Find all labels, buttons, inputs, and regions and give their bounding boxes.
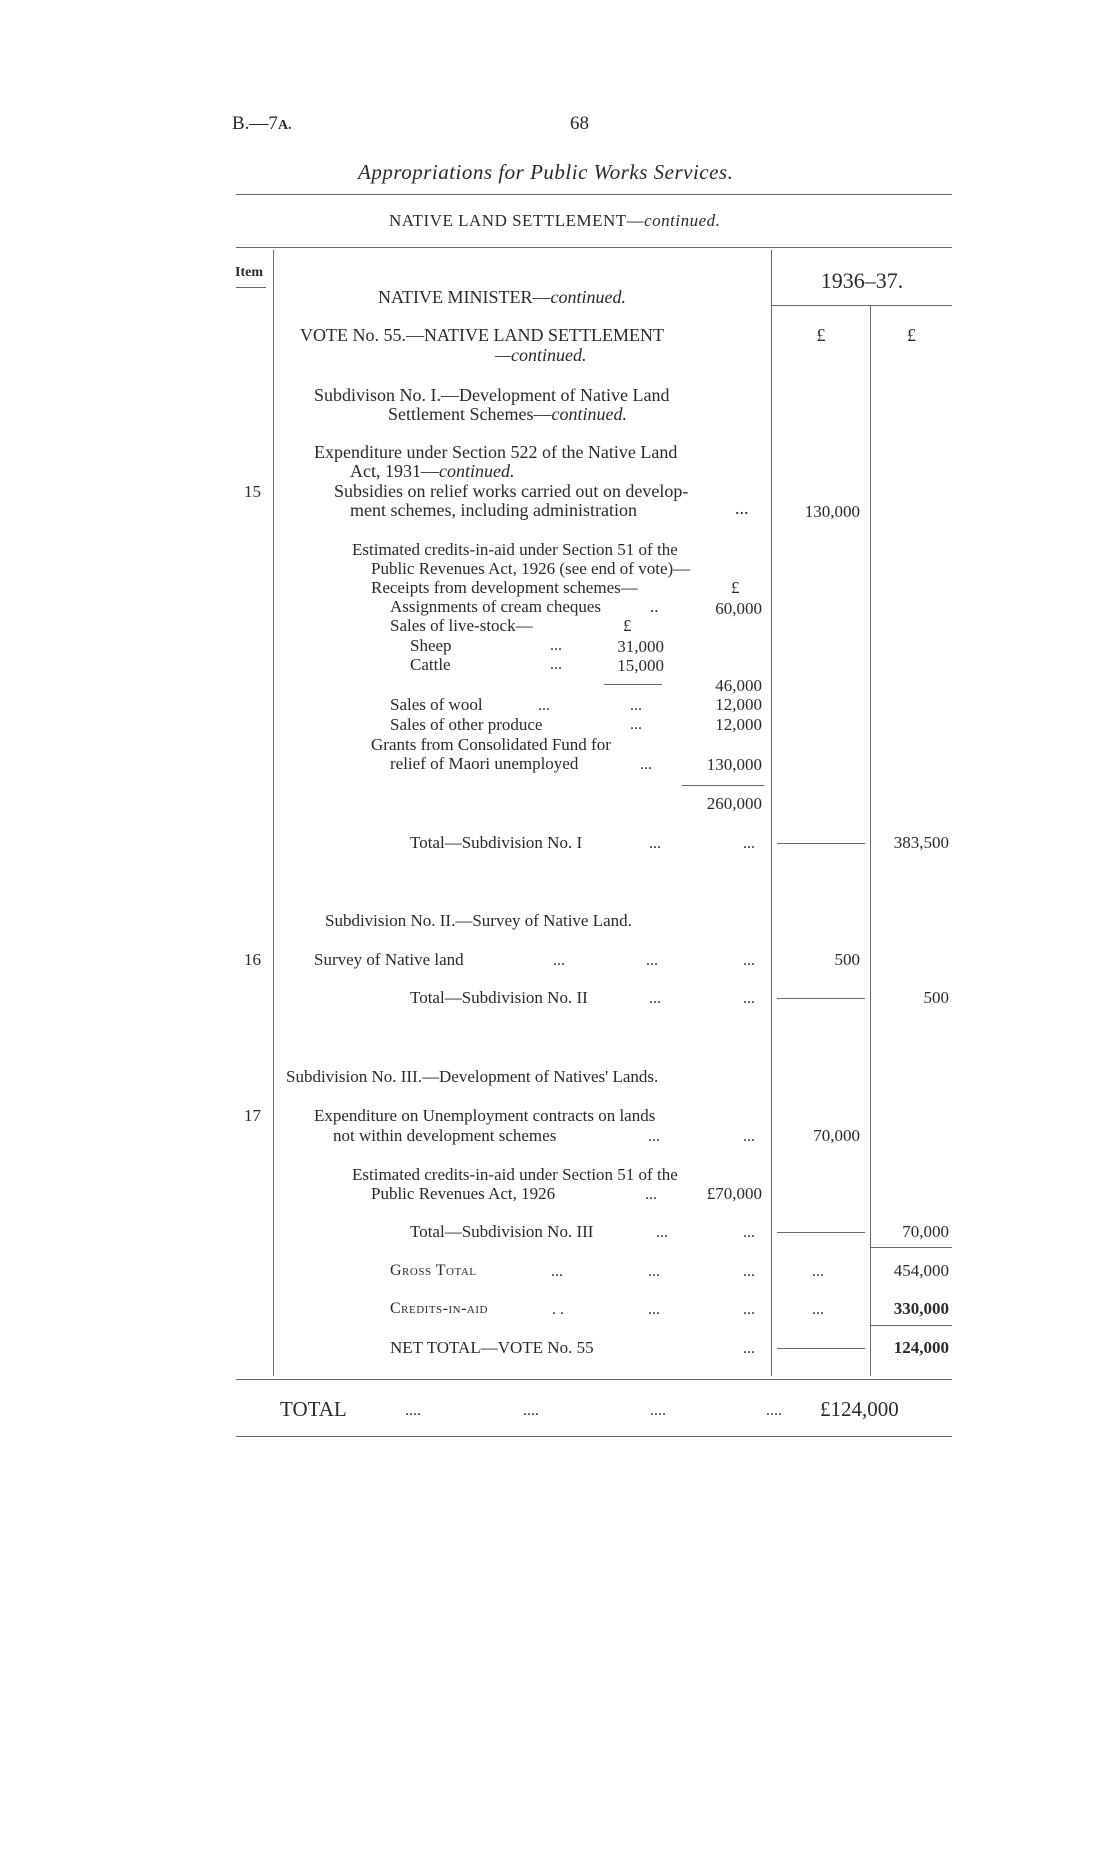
wool-amount: 12,000 [715,695,762,714]
leader-dots: ... [645,1186,657,1203]
summary-rule [871,1325,952,1326]
leader-dots: ... [743,952,755,969]
leader-dots: ... [550,637,562,654]
livestock-total-amount: 46,000 [715,676,762,695]
cream-cheques-label: Assignments of cream cheques [390,597,602,616]
subtotal-rule [604,684,662,685]
credits-heading: Estimated credits-in-aid under Section 51 of the [352,1165,678,1184]
leader-dots: .... [766,1402,782,1419]
vote-heading-cont: —continued. [495,345,587,365]
grants-amount: 130,000 [706,755,762,774]
leader-dots: ... [648,1263,660,1280]
leader-dots: ... [550,656,562,673]
leader-dots: ... [630,697,642,714]
credits-total-rule [682,785,764,786]
subdivision-1-heading-cont: Settlement Schemes—continued. [388,404,627,424]
expenditure-heading: Expenditure under Section 522 of the Native Land [314,442,678,462]
leader-dots: ... [640,756,652,773]
credits-heading-cont: Public Revenues Act, 1926 (see end of vote)— [371,559,691,578]
leader-dots: ... [538,697,550,714]
summary-rule [871,1247,952,1248]
subdivision-1-total-label: Total—Subdivision No. I [410,833,583,852]
grants-label: Grants from Consolidated Fund for [371,735,611,754]
item-17-description: Expenditure on Unemployment contracts on lands [314,1106,656,1125]
grand-total-label: TOTAL [280,1397,347,1421]
leader-dots: ... [646,952,658,969]
wool-label: Sales of wool [390,695,483,714]
livestock-label: Sales of live-stock— [390,616,533,635]
total-rule [777,998,865,999]
leader-dots: ... [630,716,642,733]
sheep-amount: 31,000 [617,637,664,656]
leader-dots: ... [649,835,661,852]
cattle-label: Cattle [410,655,451,674]
year-header: 1936–37. [820,268,904,293]
leader-dots: ... [743,1340,755,1357]
leader-dots: .... [523,1402,539,1419]
receipts-heading: Receipts from development schemes— [371,578,638,597]
leader-dots: . . [552,1301,564,1318]
leader-dots: ... [735,498,749,518]
leader-dots: .... [650,1402,666,1419]
expenditure-heading-cont: Act, 1931—continued. [350,461,515,481]
item-number-15: 15 [244,482,261,501]
subdivision-3-total-amount: 70,000 [902,1222,949,1241]
subdivision-2-total-label: Total—Subdivision No. II [410,988,588,1007]
vote-heading: VOTE No. 55.—NATIVE LAND SETTLEMENT [300,325,664,345]
item-15-amount: 130,000 [804,502,860,521]
item-header-underline [236,287,266,288]
subdivision-2-total-amount: 500 [923,988,949,1007]
amount-column-divider-1 [771,250,772,1376]
total-rule [777,843,865,844]
item-number-16: 16 [244,950,261,969]
credits-amount: £70,000 [706,1184,762,1203]
gross-total-label: Gross Total [390,1262,477,1279]
total-rule [777,1348,865,1349]
other-produce-amount: 12,000 [715,715,762,734]
pound-symbol-col1: £ [816,325,826,345]
item-15-description: Subsidies on relief works carried out on develop- [334,481,689,501]
item-17-description-cont: not within development schemes [333,1126,557,1145]
item-16-description: Survey of Native land [314,950,464,969]
cream-cheques-amount: 60,000 [715,599,762,618]
leader-dots: ... [553,952,565,969]
credits-total-amount: 260,000 [706,794,762,813]
gross-total-amount: 454,000 [893,1261,949,1280]
pound-symbol: £ [623,616,632,635]
leader-dots: ... [656,1224,668,1241]
item-15-description-cont: ment schemes, including administration [350,500,637,520]
page-number: 68 [570,113,589,134]
item-16-amount: 500 [834,950,860,969]
subdivision-3-total-label: Total—Subdivision No. III [410,1222,594,1241]
subdivision-3-heading: Subdivision No. III.—Development of Natives' Lands. [286,1067,659,1086]
leader-dots: .. [650,597,659,616]
sheep-label: Sheep [410,636,452,655]
leader-dots: ... [648,1128,660,1145]
total-rule [777,1232,865,1233]
table-bottom-rule [236,1379,952,1380]
credits-in-aid-amount: 330,000 [893,1299,949,1318]
item-column-divider [273,250,274,1376]
net-total-amount: 124,000 [893,1338,949,1357]
cattle-amount: 15,000 [617,656,664,675]
leader-dots: ... [812,1263,824,1280]
subdivision-1-total-amount: 383,500 [893,833,949,852]
credits-heading: Estimated credits-in-aid under Section 51 of the [352,540,678,559]
leader-dots: ... [649,990,661,1007]
leader-dots: ... [812,1301,824,1318]
grand-total-rule [236,1436,952,1437]
section-heading: NATIVE LAND SETTLEMENT—continued. [389,211,721,230]
item-number-17: 17 [244,1106,261,1125]
pound-symbol: £ [731,578,740,597]
grants-label-cont: relief of Maori unemployed [390,754,579,773]
leader-dots: ... [551,1263,563,1280]
table-top-rule [236,247,952,248]
leader-dots: ... [743,990,755,1007]
leader-dots: ... [743,1128,755,1145]
title-rule [236,194,952,195]
year-header-rule [772,305,952,306]
credits-in-aid-label: Credits-in-aid [390,1300,488,1317]
leader-dots: ... [743,1263,755,1280]
page-title: Appropriations for Public Works Services. [358,160,734,184]
grand-total-amount: £124,000 [820,1397,899,1421]
item-17-amount: 70,000 [813,1126,860,1145]
other-produce-label: Sales of other produce [390,715,543,734]
pound-symbol-col2: £ [907,325,916,345]
net-total-label: NET TOTAL—VOTE No. 55 [390,1338,594,1357]
credits-heading-cont: Public Revenues Act, 1926 [371,1184,556,1203]
leader-dots: ... [743,1301,755,1318]
leader-dots: .... [405,1402,421,1419]
subdivision-2-heading: Subdivision No. II.—Survey of Native Land. [325,911,632,930]
item-column-header: Item [235,265,263,280]
minister-heading: NATIVE MINISTER—continued. [378,287,626,307]
leader-dots: ... [648,1301,660,1318]
subdivision-1-heading: Subdivison No. I.—Development of Native Land [314,385,670,405]
document-reference: B.—7A. [232,113,292,134]
leader-dots: ... [743,1224,755,1241]
leader-dots: ... [743,835,755,852]
